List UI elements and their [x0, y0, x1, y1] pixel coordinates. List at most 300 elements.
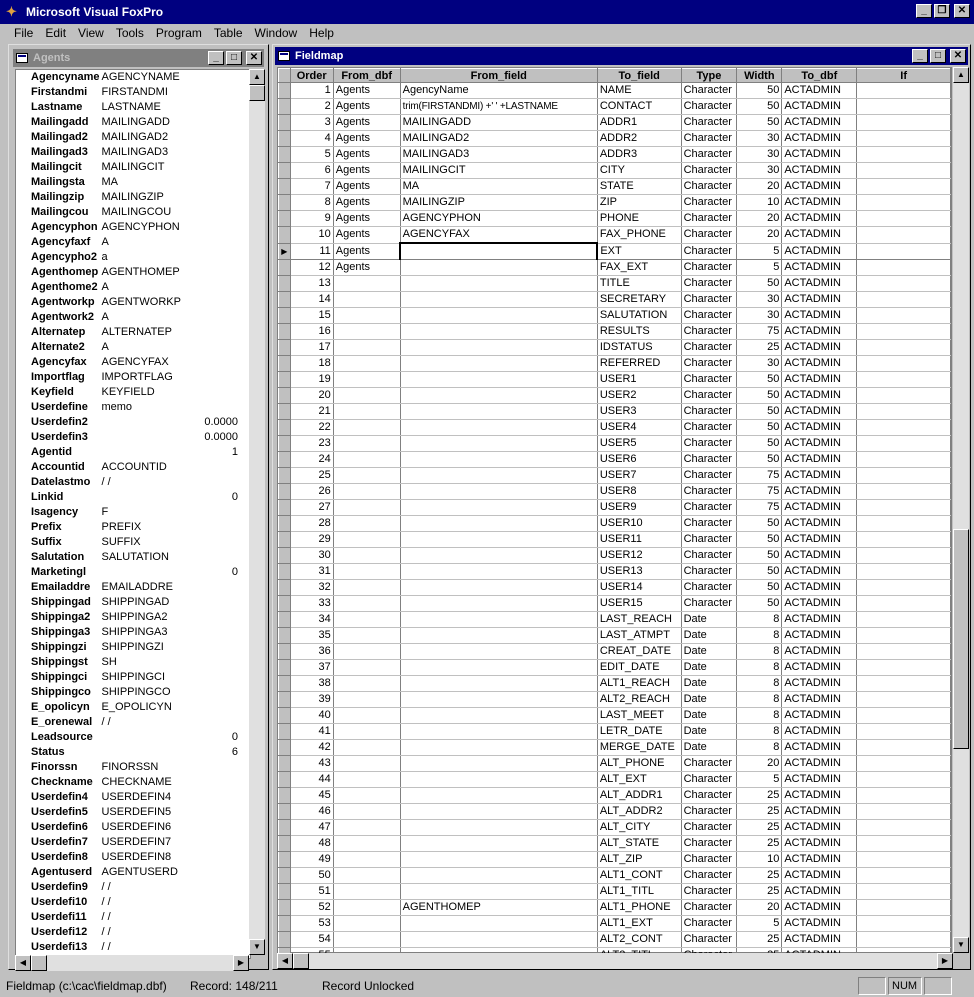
row-selector[interactable]: [279, 691, 291, 707]
cell-order[interactable]: 11: [290, 243, 333, 259]
agents-field-value[interactable]: / /: [101, 941, 111, 953]
menu-window[interactable]: Window: [254, 26, 298, 40]
cell-to-dbf[interactable]: ACTADMIN: [782, 803, 857, 819]
agents-field-value[interactable]: AGENTWORKP: [101, 296, 181, 308]
restore-icon[interactable]: ❐: [934, 4, 950, 18]
cell-type[interactable]: Character: [681, 291, 737, 307]
cell-if[interactable]: [857, 691, 951, 707]
column-header-from-field[interactable]: From_field: [400, 69, 597, 83]
cell-type[interactable]: Character: [681, 83, 737, 99]
cell-from-dbf[interactable]: [333, 691, 400, 707]
cell-from-dbf[interactable]: [333, 595, 400, 611]
cell-if[interactable]: [857, 803, 951, 819]
cell-order[interactable]: 46: [290, 803, 333, 819]
cell-order[interactable]: 41: [290, 723, 333, 739]
cell-to-dbf[interactable]: ACTADMIN: [782, 131, 857, 147]
cell-type[interactable]: Character: [681, 563, 737, 579]
cell-type[interactable]: Character: [681, 147, 737, 163]
cell-type[interactable]: Character: [681, 931, 737, 947]
cell-from-dbf[interactable]: [333, 371, 400, 387]
cell-order[interactable]: 18: [290, 355, 333, 371]
table-row[interactable]: [279, 739, 951, 755]
cell-to-field[interactable]: USER8: [597, 483, 681, 499]
cell-type[interactable]: Character: [681, 515, 737, 531]
cell-to-dbf[interactable]: ACTADMIN: [782, 115, 857, 131]
cell-from-field[interactable]: [400, 771, 597, 787]
cell-width[interactable]: 8: [737, 659, 782, 675]
cell-if[interactable]: [857, 755, 951, 771]
cell-order[interactable]: 30: [290, 547, 333, 563]
cell-type[interactable]: Character: [681, 467, 737, 483]
cell-type[interactable]: Character: [681, 435, 737, 451]
cell-from-dbf[interactable]: [333, 451, 400, 467]
cell-from-field[interactable]: [400, 931, 597, 947]
cell-width[interactable]: 50: [737, 547, 782, 563]
cell-order[interactable]: 33: [290, 595, 333, 611]
cell-to-field[interactable]: USER9: [597, 499, 681, 515]
cell-type[interactable]: Character: [681, 547, 737, 563]
agents-field-value[interactable]: A: [101, 311, 109, 323]
table-row[interactable]: [279, 243, 951, 259]
cell-from-field[interactable]: [400, 627, 597, 643]
cell-from-dbf[interactable]: [333, 643, 400, 659]
cell-from-dbf[interactable]: [333, 915, 400, 931]
table-row[interactable]: [279, 531, 951, 547]
cell-width[interactable]: 20: [737, 179, 782, 195]
cell-from-dbf[interactable]: Agents: [333, 211, 400, 227]
cell-type[interactable]: Character: [681, 483, 737, 499]
cell-from-field[interactable]: [400, 915, 597, 931]
cell-to-dbf[interactable]: ACTADMIN: [782, 387, 857, 403]
cell-to-field[interactable]: USER5: [597, 435, 681, 451]
cell-width[interactable]: 8: [737, 627, 782, 643]
cell-from-dbf[interactable]: [333, 467, 400, 483]
cell-type[interactable]: Character: [681, 755, 737, 771]
row-selector[interactable]: [279, 787, 291, 803]
cell-type[interactable]: Character: [681, 499, 737, 515]
cell-from-dbf[interactable]: [333, 355, 400, 371]
cell-if[interactable]: [857, 899, 951, 915]
cell-if[interactable]: [857, 931, 951, 947]
cell-type[interactable]: Date: [681, 707, 737, 723]
table-row[interactable]: [279, 547, 951, 563]
cell-to-field[interactable]: SALUTATION: [597, 307, 681, 323]
column-header-order[interactable]: Order: [290, 69, 333, 83]
row-selector[interactable]: [279, 579, 291, 595]
cell-order[interactable]: 31: [290, 563, 333, 579]
cell-width[interactable]: 10: [737, 851, 782, 867]
cell-if[interactable]: [857, 531, 951, 547]
cell-to-dbf[interactable]: ACTADMIN: [782, 867, 857, 883]
agents-field-value[interactable]: MAILINGCIT: [101, 161, 165, 173]
table-row[interactable]: [279, 691, 951, 707]
table-row[interactable]: [279, 835, 951, 851]
row-selector[interactable]: [279, 643, 291, 659]
row-selector[interactable]: [279, 259, 291, 275]
minimize-icon[interactable]: _: [912, 49, 928, 63]
column-header-to-field[interactable]: To_field: [597, 69, 681, 83]
cell-to-field[interactable]: IDSTATUS: [597, 339, 681, 355]
cell-order[interactable]: 19: [290, 371, 333, 387]
cell-from-dbf[interactable]: [333, 803, 400, 819]
agents-field-value[interactable]: / /: [101, 476, 111, 488]
cell-from-dbf[interactable]: [333, 707, 400, 723]
maximize-icon[interactable]: □: [930, 49, 946, 63]
agents-field-value[interactable]: A: [101, 236, 109, 248]
agents-field-value[interactable]: IMPORTFLAG: [101, 371, 173, 383]
cell-from-dbf[interactable]: [333, 419, 400, 435]
agents-field-value[interactable]: AGENCYPHON: [101, 221, 180, 233]
cell-type[interactable]: Character: [681, 339, 737, 355]
cell-to-dbf[interactable]: ACTADMIN: [782, 243, 857, 259]
cell-width[interactable]: 8: [737, 739, 782, 755]
cell-to-field[interactable]: ADDR2: [597, 131, 681, 147]
cell-order[interactable]: 23: [290, 435, 333, 451]
cell-from-field[interactable]: [400, 755, 597, 771]
cell-to-dbf[interactable]: ACTADMIN: [782, 323, 857, 339]
agents-field-value[interactable]: USERDEFIN5: [101, 806, 172, 818]
row-selector[interactable]: [279, 915, 291, 931]
table-row[interactable]: [279, 323, 951, 339]
agents-field-value[interactable]: SHIPPINGA2: [101, 611, 168, 623]
row-selector[interactable]: [279, 723, 291, 739]
cell-from-field[interactable]: [400, 291, 597, 307]
cell-from-dbf[interactable]: [333, 931, 400, 947]
menu-program[interactable]: Program: [155, 26, 202, 40]
cell-from-field[interactable]: [400, 547, 597, 563]
row-selector[interactable]: [279, 659, 291, 675]
cell-to-dbf[interactable]: ACTADMIN: [782, 563, 857, 579]
cell-to-dbf[interactable]: ACTADMIN: [782, 851, 857, 867]
cell-type[interactable]: Character: [681, 211, 737, 227]
table-row[interactable]: [279, 147, 951, 163]
cell-to-field[interactable]: ADDR3: [597, 147, 681, 163]
menu-tools[interactable]: Tools: [115, 26, 144, 40]
cell-type[interactable]: Date: [681, 611, 737, 627]
cell-from-dbf[interactable]: [333, 515, 400, 531]
cell-if[interactable]: [857, 419, 951, 435]
cell-from-field[interactable]: [400, 355, 597, 371]
agents-field-value[interactable]: SUFFIX: [101, 536, 141, 548]
cell-to-dbf[interactable]: ACTADMIN: [782, 195, 857, 211]
cell-if[interactable]: [857, 707, 951, 723]
row-selector[interactable]: [279, 355, 291, 371]
agents-field-value[interactable]: CHECKNAME: [101, 776, 172, 788]
row-selector[interactable]: [279, 115, 291, 131]
cell-to-dbf[interactable]: ACTADMIN: [782, 275, 857, 291]
agents-field-value[interactable]: A: [101, 341, 109, 353]
cell-width[interactable]: 50: [737, 371, 782, 387]
cell-to-field[interactable]: USER13: [597, 563, 681, 579]
cell-if[interactable]: [857, 307, 951, 323]
table-row[interactable]: [279, 915, 951, 931]
cell-type[interactable]: Character: [681, 851, 737, 867]
cell-to-dbf[interactable]: ACTADMIN: [782, 211, 857, 227]
cell-to-field[interactable]: ZIP: [597, 195, 681, 211]
cell-to-field[interactable]: PHONE: [597, 211, 681, 227]
cell-width[interactable]: 8: [737, 675, 782, 691]
cell-from-field[interactable]: [400, 803, 597, 819]
cell-width[interactable]: 50: [737, 435, 782, 451]
agents-field-value[interactable]: PREFIX: [101, 521, 142, 533]
cell-to-field[interactable]: ALT_ADDR1: [597, 787, 681, 803]
close-icon[interactable]: ✕: [950, 49, 966, 63]
cell-from-dbf[interactable]: [333, 531, 400, 547]
cell-width[interactable]: 30: [737, 291, 782, 307]
cell-to-dbf[interactable]: ACTADMIN: [782, 499, 857, 515]
cell-width[interactable]: 50: [737, 275, 782, 291]
cell-from-field[interactable]: MAILINGZIP: [400, 195, 597, 211]
row-selector[interactable]: [279, 675, 291, 691]
column-header-width[interactable]: Width: [737, 69, 782, 83]
cell-order[interactable]: 44: [290, 771, 333, 787]
cell-to-dbf[interactable]: ACTADMIN: [782, 835, 857, 851]
cell-to-dbf[interactable]: ACTADMIN: [782, 691, 857, 707]
agents-field-value[interactable]: MAILINGZIP: [101, 191, 164, 203]
cell-width[interactable]: 75: [737, 499, 782, 515]
cell-to-field[interactable]: ALT1_EXT: [597, 915, 681, 931]
cell-if[interactable]: [857, 579, 951, 595]
agents-field-value[interactable]: / /: [101, 716, 111, 728]
cell-from-field[interactable]: [400, 851, 597, 867]
minimize-icon[interactable]: _: [208, 51, 224, 65]
row-selector[interactable]: [279, 803, 291, 819]
cell-if[interactable]: [857, 835, 951, 851]
row-selector[interactable]: [279, 179, 291, 195]
cell-type[interactable]: Character: [681, 163, 737, 179]
cell-from-field[interactable]: [400, 723, 597, 739]
table-row[interactable]: [279, 627, 951, 643]
cell-to-field[interactable]: ADDR1: [597, 115, 681, 131]
agents-field-value[interactable]: FIRSTANDMI: [101, 86, 168, 98]
cell-from-dbf[interactable]: Agents: [333, 243, 400, 259]
table-row[interactable]: [279, 403, 951, 419]
agents-field-value[interactable]: FINORSSN: [101, 761, 159, 773]
row-selector[interactable]: [279, 851, 291, 867]
row-selector[interactable]: [279, 419, 291, 435]
cell-if[interactable]: [857, 627, 951, 643]
cell-width[interactable]: 25: [737, 883, 782, 899]
cell-to-dbf[interactable]: ACTADMIN: [782, 291, 857, 307]
cell-width[interactable]: 25: [737, 931, 782, 947]
row-selector[interactable]: [279, 707, 291, 723]
cell-to-field[interactable]: USER15: [597, 595, 681, 611]
cell-width[interactable]: 8: [737, 723, 782, 739]
cell-from-dbf[interactable]: Agents: [333, 131, 400, 147]
cell-to-field[interactable]: CONTACT: [597, 99, 681, 115]
cell-from-dbf[interactable]: Agents: [333, 227, 400, 244]
row-selector[interactable]: [279, 275, 291, 291]
cell-if[interactable]: [857, 851, 951, 867]
cell-from-field[interactable]: [400, 739, 597, 755]
scroll-right-icon[interactable]: ▶: [233, 955, 249, 971]
cell-to-dbf[interactable]: ACTADMIN: [782, 435, 857, 451]
cell-type[interactable]: Character: [681, 371, 737, 387]
agents-horizontal-scrollbar[interactable]: [15, 955, 249, 971]
cell-from-field[interactable]: [400, 835, 597, 851]
cell-type[interactable]: Character: [681, 259, 737, 275]
cell-type[interactable]: Character: [681, 771, 737, 787]
cell-if[interactable]: [857, 131, 951, 147]
cell-width[interactable]: 20: [737, 899, 782, 915]
cell-order[interactable]: 43: [290, 755, 333, 771]
scroll-thumb[interactable]: [953, 529, 969, 749]
cell-to-field[interactable]: FAX_PHONE: [597, 227, 681, 244]
cell-to-field[interactable]: REFERRED: [597, 355, 681, 371]
cell-from-dbf[interactable]: [333, 323, 400, 339]
agents-field-value[interactable]: USERDEFIN7: [101, 836, 172, 848]
cell-if[interactable]: [857, 371, 951, 387]
cell-to-dbf[interactable]: ACTADMIN: [782, 339, 857, 355]
cell-width[interactable]: 30: [737, 307, 782, 323]
cell-order[interactable]: 34: [290, 611, 333, 627]
cell-from-dbf[interactable]: Agents: [333, 195, 400, 211]
cell-if[interactable]: [857, 563, 951, 579]
cell-type[interactable]: Character: [681, 227, 737, 244]
cell-from-field[interactable]: [400, 339, 597, 355]
row-selector[interactable]: [279, 387, 291, 403]
cell-to-dbf[interactable]: ACTADMIN: [782, 771, 857, 787]
menu-table[interactable]: Table: [213, 26, 243, 40]
table-row[interactable]: [279, 179, 951, 195]
agents-field-value[interactable]: 0.0000: [204, 431, 238, 443]
cell-order[interactable]: 8: [290, 195, 333, 211]
cell-order[interactable]: 4: [290, 131, 333, 147]
cell-from-dbf[interactable]: [333, 867, 400, 883]
cell-width[interactable]: 50: [737, 99, 782, 115]
table-row[interactable]: [279, 355, 951, 371]
current-record-pointer-icon[interactable]: ▶: [279, 243, 291, 259]
cell-order[interactable]: 47: [290, 819, 333, 835]
cell-order[interactable]: 53: [290, 915, 333, 931]
cell-from-dbf[interactable]: [333, 819, 400, 835]
table-row[interactable]: [279, 515, 951, 531]
cell-from-dbf[interactable]: [333, 851, 400, 867]
cell-to-dbf[interactable]: ACTADMIN: [782, 83, 857, 99]
cell-to-dbf[interactable]: ACTADMIN: [782, 739, 857, 755]
cell-to-field[interactable]: USER7: [597, 467, 681, 483]
table-row[interactable]: [279, 435, 951, 451]
row-selector[interactable]: [279, 227, 291, 244]
cell-from-field[interactable]: MAILINGAD3: [400, 147, 597, 163]
cell-from-dbf[interactable]: [333, 771, 400, 787]
cell-type[interactable]: Character: [681, 243, 737, 259]
table-row[interactable]: [279, 291, 951, 307]
cell-to-field[interactable]: TITLE: [597, 275, 681, 291]
cell-width[interactable]: 25: [737, 803, 782, 819]
cell-to-field[interactable]: USER6: [597, 451, 681, 467]
cell-to-field[interactable]: SECRETARY: [597, 291, 681, 307]
agents-field-value[interactable]: SHIPPINGCI: [101, 671, 166, 683]
cell-from-dbf[interactable]: Agents: [333, 83, 400, 99]
cell-width[interactable]: 50: [737, 595, 782, 611]
cell-order[interactable]: 37: [290, 659, 333, 675]
row-selector[interactable]: [279, 291, 291, 307]
cell-order[interactable]: 49: [290, 851, 333, 867]
row-selector[interactable]: [279, 515, 291, 531]
cell-if[interactable]: [857, 467, 951, 483]
cell-to-dbf[interactable]: ACTADMIN: [782, 467, 857, 483]
cell-if[interactable]: [857, 611, 951, 627]
cell-from-dbf[interactable]: [333, 435, 400, 451]
table-row[interactable]: [279, 899, 951, 915]
row-selector[interactable]: [279, 883, 291, 899]
cell-type[interactable]: Character: [681, 195, 737, 211]
cell-width[interactable]: 20: [737, 755, 782, 771]
cell-to-dbf[interactable]: ACTADMIN: [782, 371, 857, 387]
cell-from-dbf[interactable]: [333, 499, 400, 515]
table-row[interactable]: [279, 755, 951, 771]
cell-width[interactable]: 20: [737, 227, 782, 244]
cell-from-dbf[interactable]: [333, 307, 400, 323]
scroll-down-icon[interactable]: ▼: [953, 937, 969, 953]
menu-file[interactable]: File: [14, 26, 34, 40]
cell-to-field[interactable]: ALT1_TITL: [597, 883, 681, 899]
cell-type[interactable]: Date: [681, 723, 737, 739]
cell-from-dbf[interactable]: Agents: [333, 147, 400, 163]
cell-order[interactable]: 32: [290, 579, 333, 595]
cell-to-dbf[interactable]: ACTADMIN: [782, 515, 857, 531]
cell-from-field[interactable]: [400, 531, 597, 547]
cell-to-field[interactable]: ALT_ADDR2: [597, 803, 681, 819]
row-selector[interactable]: [279, 403, 291, 419]
table-row[interactable]: [279, 851, 951, 867]
cell-from-field[interactable]: MAILINGCIT: [400, 163, 597, 179]
cell-from-dbf[interactable]: [333, 675, 400, 691]
cell-type[interactable]: Character: [681, 883, 737, 899]
cell-type[interactable]: Date: [681, 739, 737, 755]
cell-order[interactable]: 45: [290, 787, 333, 803]
cell-order[interactable]: 2: [290, 99, 333, 115]
cell-type[interactable]: Character: [681, 179, 737, 195]
cell-if[interactable]: [857, 435, 951, 451]
maximize-icon[interactable]: □: [226, 51, 242, 65]
cell-width[interactable]: 75: [737, 483, 782, 499]
cell-if[interactable]: [857, 771, 951, 787]
agents-field-value[interactable]: 0: [231, 566, 238, 578]
table-row[interactable]: [279, 115, 951, 131]
table-row[interactable]: [279, 339, 951, 355]
cell-to-field[interactable]: CREAT_DATE: [597, 643, 681, 659]
menu-help[interactable]: Help: [309, 26, 334, 40]
agents-field-value[interactable]: 6: [231, 746, 238, 758]
cell-type[interactable]: Character: [681, 99, 737, 115]
agents-field-value[interactable]: MAILINGADD: [101, 116, 170, 128]
cell-to-dbf[interactable]: ACTADMIN: [782, 723, 857, 739]
cell-to-field[interactable]: CITY: [597, 163, 681, 179]
cell-from-field[interactable]: [400, 675, 597, 691]
agents-field-value[interactable]: USERDEFIN4: [101, 791, 172, 803]
cell-if[interactable]: [857, 723, 951, 739]
cell-from-field[interactable]: [400, 707, 597, 723]
cell-width[interactable]: 75: [737, 467, 782, 483]
row-selector[interactable]: [279, 563, 291, 579]
cell-to-field[interactable]: ALT_EXT: [597, 771, 681, 787]
table-row[interactable]: [279, 483, 951, 499]
row-selector[interactable]: [279, 371, 291, 387]
cell-order[interactable]: 50: [290, 867, 333, 883]
cell-to-dbf[interactable]: ACTADMIN: [782, 755, 857, 771]
table-row[interactable]: [279, 83, 951, 99]
cell-order[interactable]: 13: [290, 275, 333, 291]
row-selector[interactable]: [279, 307, 291, 323]
cell-to-field[interactable]: USER4: [597, 419, 681, 435]
cell-order[interactable]: 28: [290, 515, 333, 531]
cell-width[interactable]: 50: [737, 83, 782, 99]
cell-type[interactable]: Character: [681, 131, 737, 147]
cell-from-dbf[interactable]: [333, 659, 400, 675]
cell-order[interactable]: 52: [290, 899, 333, 915]
